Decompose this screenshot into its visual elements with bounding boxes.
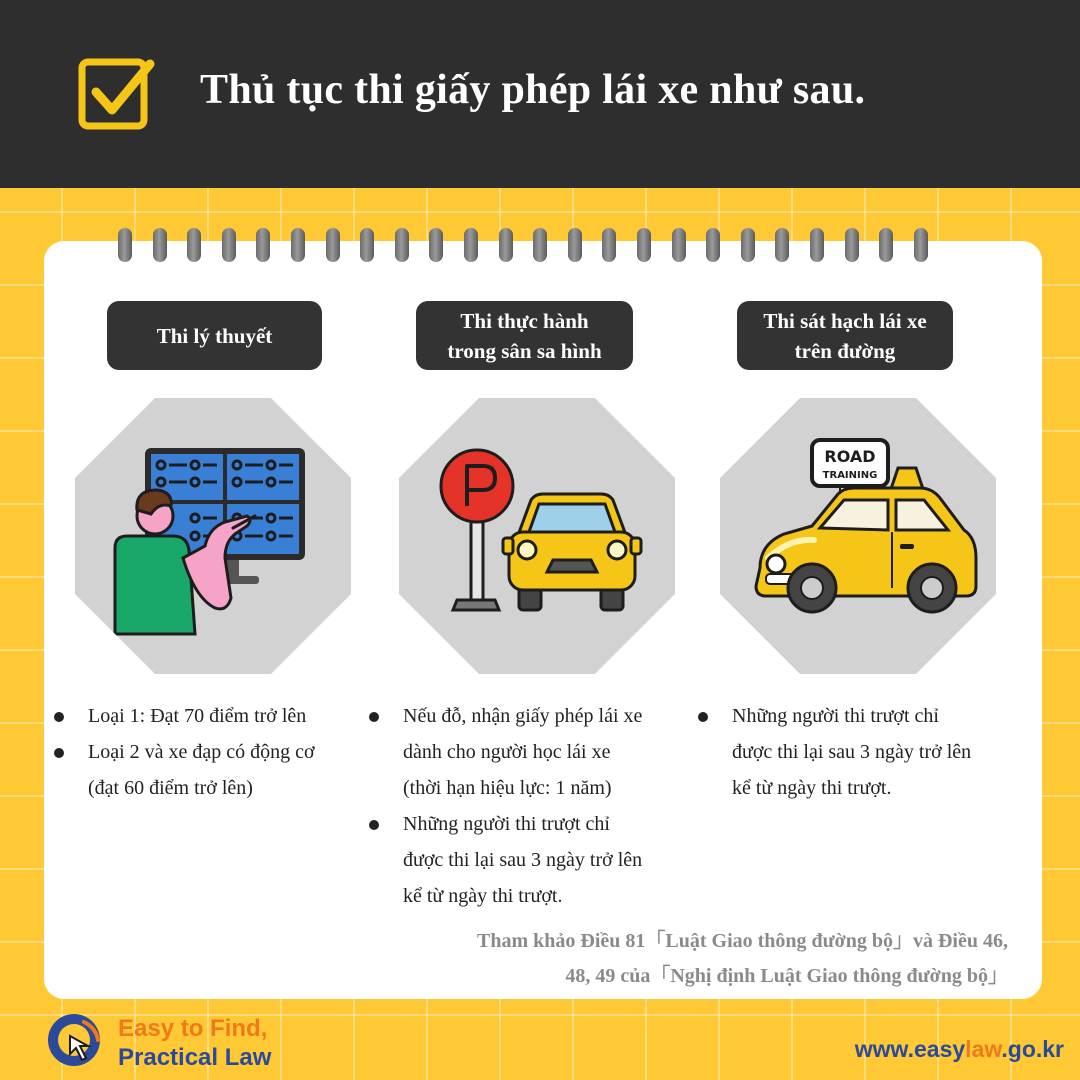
binder-ring <box>360 228 374 262</box>
binder-ring <box>464 228 478 262</box>
binder-ring <box>602 228 616 262</box>
binder-ring <box>222 228 236 262</box>
step-label-text: Thi lý thuyết <box>156 323 273 348</box>
binder-ring <box>741 228 755 262</box>
binder-ring <box>256 228 270 262</box>
practice-course-bullet-list <box>369 698 709 914</box>
logo-slogan: Easy to Find, Practical Law <box>118 1015 272 1071</box>
site-url-link[interactable]: www.easylaw.go.kr <box>854 1036 1064 1062</box>
step-label-practice-course: Thi thực hành trong sân sa hình <box>416 301 633 370</box>
illustration-theory <box>75 398 351 674</box>
road-training-car-icon <box>720 398 996 674</box>
road-test-bullet-list <box>698 698 1038 806</box>
checkbox-icon <box>78 56 156 132</box>
page-title: Thủ tục thi giấy phép lái xe như sau. <box>200 67 866 113</box>
bullet-icon <box>698 712 708 722</box>
binder-ring <box>187 228 201 262</box>
training-sign-text: TRAINING <box>822 470 878 481</box>
magnifier-logo-icon <box>44 1010 110 1076</box>
binder-ring <box>845 228 859 262</box>
binder-rings <box>118 228 948 264</box>
step-label-road-test: Thi sát hạch lái xe trên đường <box>737 301 953 370</box>
list-item: Những người thi trượt chỉ được thi lại sau 3 ngày trở lên kể từ ngày thi trượt. <box>698 698 1038 806</box>
binder-ring <box>914 228 928 262</box>
binder-ring <box>153 228 167 262</box>
illustration-practice-course <box>399 398 675 674</box>
binder-ring <box>568 228 582 262</box>
binder-ring <box>326 228 340 262</box>
illustration-road-test <box>720 398 996 674</box>
binder-ring <box>118 228 132 262</box>
easylaw-logo <box>44 1010 334 1076</box>
binder-ring <box>637 228 651 262</box>
step-label-theory <box>107 301 322 370</box>
binder-ring <box>499 228 513 262</box>
binder-ring <box>810 228 824 262</box>
legal-reference: Tham khảo Điều 81「Luật Giao thông đường bộ」và Điều 46, 48, 49 của「Nghị định Luật Giao thông đường bộ」 <box>477 930 1008 987</box>
binder-ring <box>879 228 893 262</box>
road-sign-text: ROAD <box>824 447 876 466</box>
binder-ring <box>395 228 409 262</box>
binder-ring <box>706 228 720 262</box>
binder-ring <box>429 228 443 262</box>
binder-ring <box>775 228 789 262</box>
bullet-icon <box>54 748 64 758</box>
list-item: Loại 1: Đạt 70 điểm trở lên <box>54 698 374 734</box>
binder-ring <box>291 228 305 262</box>
list-item: Loại 2 và xe đạp có động cơ (đạt 60 điểm trở lên) <box>54 734 374 806</box>
computer-test-icon <box>75 398 351 674</box>
list-item: Những người thi trượt chỉ được thi lại sau 3 ngày trở lên kể từ ngày thi trượt. <box>369 806 709 914</box>
bullet-icon <box>369 712 379 722</box>
bullet-icon <box>369 820 379 830</box>
list-item: Nếu đỗ, nhận giấy phép lái xe dành cho người học lái xe (thời hạn hiệu lực: 1 năm) <box>369 698 709 806</box>
theory-bullet-list <box>54 698 374 806</box>
binder-ring <box>672 228 686 262</box>
bullet-icon <box>54 712 64 722</box>
parking-car-icon <box>399 398 675 674</box>
binder-ring <box>533 228 547 262</box>
header-bar <box>0 0 1080 188</box>
